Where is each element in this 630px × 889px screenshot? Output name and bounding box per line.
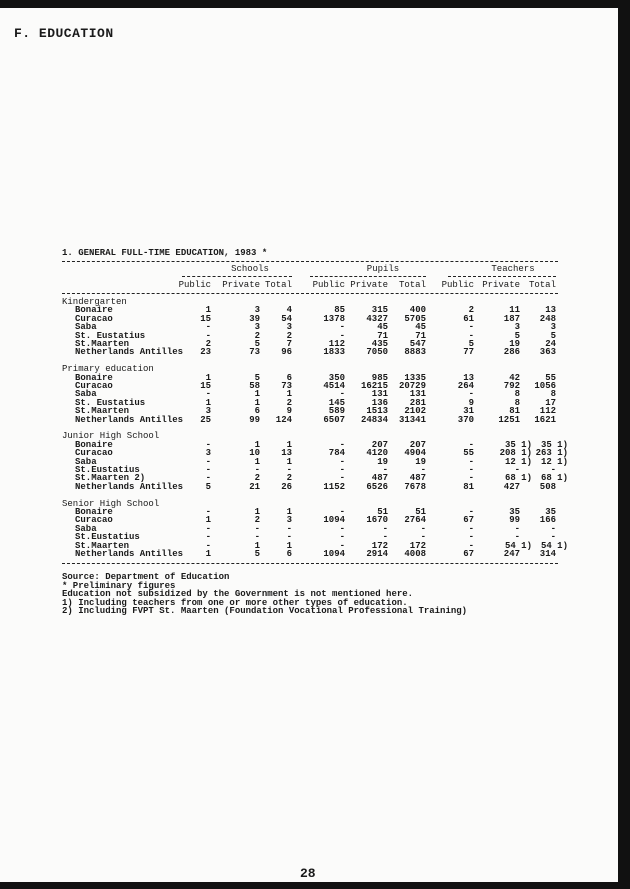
- table-cell: 12 1): [540, 456, 568, 467]
- table-cell: 24: [545, 339, 556, 349]
- table-cell: 73: [249, 347, 260, 358]
- table-cell: 3: [286, 515, 292, 526]
- table-cell: 4120: [366, 448, 388, 459]
- table-cell: -: [339, 439, 345, 450]
- table-cell: -: [205, 322, 211, 333]
- table-cell: -: [468, 532, 474, 543]
- table-cell: 2: [286, 330, 292, 341]
- row-label: Bonaire: [75, 507, 113, 517]
- column-header-private: Private: [482, 280, 520, 290]
- table-cell: 1: [205, 397, 211, 408]
- row-label: St.Maarten: [75, 406, 130, 417]
- section-heading: Junior High School: [62, 431, 160, 442]
- table-cell: 1670: [366, 515, 388, 526]
- table-cell: 281: [409, 397, 426, 408]
- row-label: Saba: [75, 456, 97, 467]
- row-label: St. Eustatius: [75, 330, 146, 341]
- table-cell: -: [339, 540, 345, 551]
- table-cell: 131: [409, 389, 426, 400]
- row-label: Curacao: [75, 515, 113, 526]
- section-title: F. EDUCATION: [14, 26, 114, 41]
- row-label: St.Maarten: [75, 540, 130, 551]
- table-cell: 99: [509, 515, 520, 526]
- table-cell: 370: [457, 414, 474, 425]
- row-label: St.Maarten 2): [75, 473, 146, 484]
- table-cell: 1335: [404, 372, 426, 383]
- table-cell: 1: [286, 540, 292, 551]
- table-cell: 207: [371, 439, 388, 450]
- table-cell: 487: [409, 473, 426, 484]
- table-cell: 51: [415, 507, 426, 517]
- table-cell: 25: [200, 414, 211, 425]
- column-header-total: Total: [264, 280, 292, 290]
- table-cell: 17: [545, 397, 556, 408]
- table-cell: 4: [286, 305, 292, 316]
- table-cell: 77: [463, 347, 474, 358]
- table-cell: 1621: [534, 414, 556, 425]
- table-cell: 3: [205, 406, 211, 417]
- table-cell: 6507: [323, 414, 345, 425]
- table-cell: 2: [286, 397, 292, 408]
- divider: [62, 563, 558, 564]
- row-label: St.Eustatius: [75, 532, 140, 543]
- table-cell: -: [550, 532, 556, 543]
- table-cell: -: [382, 532, 388, 543]
- row-label: Bonaire: [75, 439, 113, 450]
- table-cell: -: [468, 456, 474, 467]
- note-line: Education not subsidized by the Government is not mentioned here.: [62, 589, 414, 600]
- table-cell: 264: [457, 381, 474, 391]
- table-cell: 1833: [323, 347, 345, 358]
- table-cell: 112: [328, 339, 345, 349]
- table-cell: 286: [503, 347, 520, 358]
- table-cell: 435: [371, 339, 388, 349]
- table-cell: -: [339, 456, 345, 467]
- section-heading: Senior High School: [62, 498, 160, 509]
- table-cell: 31341: [398, 414, 426, 425]
- table-cell: 4904: [404, 448, 426, 459]
- table-cell: -: [550, 465, 556, 475]
- table-cell: 427: [503, 481, 520, 492]
- table-cell: 2764: [404, 515, 426, 526]
- table-cell: 207: [409, 439, 426, 450]
- table-cell: 8: [550, 389, 556, 400]
- table-cell: 1251: [498, 414, 520, 425]
- divider: [62, 293, 558, 294]
- table-cell: -: [468, 473, 474, 484]
- column-group-pupils: Pupils: [366, 264, 400, 274]
- table-cell: -: [205, 532, 211, 543]
- table-cell: 350: [328, 372, 345, 383]
- table-cell: 96: [281, 347, 292, 358]
- table-cell: 2102: [404, 406, 426, 417]
- table-cell: 20729: [398, 381, 426, 391]
- table-cell: 112: [539, 406, 556, 417]
- table-cell: 1: [254, 389, 260, 400]
- table-cell: -: [205, 540, 211, 551]
- table-cell: -: [286, 532, 292, 543]
- table-cell: 2: [254, 473, 260, 484]
- table-cell: -: [339, 465, 345, 475]
- table-cell: -: [339, 389, 345, 400]
- table-cell: -: [339, 532, 345, 543]
- divider: [182, 276, 292, 277]
- table-cell: 58: [249, 381, 260, 391]
- table-cell: 31: [463, 406, 474, 417]
- table-cell: 1: [254, 507, 260, 517]
- table-cell: 10: [249, 448, 260, 459]
- table-cell: 81: [509, 406, 520, 417]
- table-cell: 55: [463, 448, 474, 459]
- table-cell: -: [339, 507, 345, 517]
- table-cell: -: [254, 523, 260, 534]
- table-cell: 6: [286, 372, 292, 383]
- table-cell: 39: [249, 313, 260, 324]
- table-cell: 13: [545, 305, 556, 316]
- section-heading: Kindergarten: [62, 297, 127, 307]
- divider: [310, 276, 426, 277]
- table-cell: 589: [328, 406, 345, 417]
- table-cell: -: [254, 465, 260, 475]
- row-label: Saba: [75, 389, 97, 400]
- table-cell: 166: [539, 515, 556, 526]
- table-cell: -: [205, 389, 211, 400]
- column-header-private: Private: [222, 280, 260, 290]
- row-label: St.Eustatius: [75, 465, 140, 475]
- table-cell: -: [339, 473, 345, 484]
- table-cell: -: [205, 456, 211, 467]
- table-cell: -: [550, 523, 556, 534]
- column-header-public: Public: [441, 280, 474, 290]
- table-cell: -: [286, 523, 292, 534]
- table-cell: 61: [463, 313, 474, 324]
- table-title: 1. GENERAL FULL-TIME EDUCATION, 1983 *: [62, 248, 268, 258]
- table-cell: -: [514, 532, 520, 543]
- table-cell: 1094: [323, 515, 345, 526]
- row-label: Curacao: [75, 448, 113, 459]
- table-cell: 1378: [323, 313, 345, 324]
- table-cell: 6526: [366, 481, 388, 492]
- column-group-schools: Schools: [231, 264, 269, 274]
- table-cell: 487: [371, 473, 388, 484]
- table-cell: 2: [254, 330, 260, 341]
- table-cell: 7: [286, 339, 292, 349]
- table-cell: 9: [468, 397, 474, 408]
- table-cell: 3: [254, 305, 260, 316]
- table-cell: -: [205, 473, 211, 484]
- table-cell: 5: [550, 330, 556, 341]
- table-cell: 26: [281, 481, 292, 492]
- row-label: Bonaire: [75, 372, 113, 383]
- note-line: 1) Including teachers from one or more other types of education.: [62, 597, 408, 608]
- table-cell: 9: [286, 406, 292, 417]
- table-cell: 13: [281, 448, 292, 459]
- divider: [62, 261, 558, 262]
- table-cell: 1513: [366, 406, 388, 417]
- section-heading: Primary education: [62, 364, 154, 375]
- table-cell: 1: [254, 397, 260, 408]
- table-cell: 5: [254, 549, 260, 559]
- table-cell: 68 1): [540, 473, 568, 484]
- table-cell: 1: [254, 540, 260, 551]
- table-cell: 99: [249, 414, 260, 425]
- row-label: Curacao: [75, 381, 113, 391]
- table-cell: 6: [286, 549, 292, 559]
- table-cell: 5: [254, 372, 260, 383]
- table-cell: -: [468, 322, 474, 333]
- table-cell: 16215: [360, 381, 388, 391]
- row-label: Curacao: [75, 313, 113, 324]
- table-cell: 13: [463, 372, 474, 383]
- table-cell: -: [468, 389, 474, 400]
- table-cell: 131: [371, 389, 388, 400]
- table-cell: -: [468, 330, 474, 341]
- table-cell: 21: [249, 481, 260, 492]
- table-cell: 7050: [366, 347, 388, 358]
- note-line: 2) Including FVPT St. Maarten (Foundation Vocational Professional Training): [62, 606, 468, 617]
- table-cell: -: [514, 523, 520, 534]
- table-cell: 19: [415, 456, 426, 467]
- table-cell: 3: [254, 322, 260, 333]
- table-cell: 1: [254, 456, 260, 467]
- table-cell: 54 1): [540, 540, 568, 551]
- table-cell: 4008: [404, 549, 426, 559]
- table-cell: 5: [514, 330, 520, 341]
- table-cell: 792: [503, 381, 520, 391]
- table-cell: 51: [377, 507, 388, 517]
- table-cell: 1: [286, 456, 292, 467]
- table-cell: 15: [200, 381, 211, 391]
- note-line: * Preliminary figures: [62, 580, 176, 591]
- table-cell: 784: [328, 448, 345, 459]
- table-cell: 8: [514, 397, 520, 408]
- table-cell: 35 1): [504, 439, 532, 450]
- table-cell: 15: [200, 313, 211, 324]
- table-cell: 547: [409, 339, 426, 349]
- column-header-total: Total: [398, 280, 426, 290]
- table-cell: 2914: [366, 549, 388, 559]
- table-cell: 145: [328, 397, 345, 408]
- page-number: 28: [300, 866, 316, 881]
- table-cell: 12 1): [504, 456, 532, 467]
- table-cell: 4514: [323, 381, 345, 391]
- table-cell: 35: [509, 507, 520, 517]
- table-cell: 55: [545, 372, 556, 383]
- table-cell: 172: [409, 540, 426, 551]
- table-cell: 11: [509, 305, 520, 316]
- table-cell: 8: [514, 389, 520, 400]
- table-cell: -: [339, 322, 345, 333]
- table-cell: 42: [509, 372, 520, 383]
- row-label: Netherlands Antilles: [75, 347, 184, 358]
- table-cell: 3: [205, 448, 211, 459]
- table-cell: 5: [254, 339, 260, 349]
- document-page: [0, 8, 618, 882]
- table-cell: -: [205, 507, 211, 517]
- row-label: Bonaire: [75, 305, 113, 316]
- table-cell: 1: [286, 439, 292, 450]
- table-cell: -: [286, 465, 292, 475]
- row-label: Netherlands Antilles: [75, 481, 184, 492]
- table-cell: 23: [200, 347, 211, 358]
- table-cell: -: [254, 532, 260, 543]
- column-header-total: Total: [528, 280, 556, 290]
- table-cell: 6: [254, 406, 260, 417]
- table-cell: 1094: [323, 549, 345, 559]
- table-cell: -: [339, 523, 345, 534]
- table-cell: -: [420, 465, 426, 475]
- table-cell: 400: [409, 305, 426, 316]
- table-cell: 3: [286, 322, 292, 333]
- table-cell: 247: [503, 549, 520, 559]
- table-cell: 1: [286, 389, 292, 400]
- table-cell: -: [468, 523, 474, 534]
- table-cell: 263 1): [535, 448, 568, 459]
- table-cell: 35 1): [540, 439, 568, 450]
- table-cell: 5: [205, 481, 211, 492]
- table-cell: 8883: [404, 347, 426, 358]
- table-cell: 4327: [366, 313, 388, 324]
- table-cell: 248: [539, 313, 556, 324]
- table-cell: -: [468, 540, 474, 551]
- row-label: Saba: [75, 523, 97, 534]
- row-label: St. Eustatius: [75, 397, 146, 408]
- table-cell: -: [420, 523, 426, 534]
- table-cell: 2: [254, 515, 260, 526]
- table-cell: 1: [205, 515, 211, 526]
- table-cell: 1: [286, 507, 292, 517]
- table-cell: 19: [509, 339, 520, 349]
- table-cell: 24834: [360, 414, 388, 425]
- table-cell: -: [382, 523, 388, 534]
- table-cell: 187: [503, 313, 520, 324]
- table-cell: -: [468, 507, 474, 517]
- table-cell: 1: [254, 439, 260, 450]
- row-label: St.Maarten: [75, 339, 130, 349]
- note-line: Source: Department of Education: [62, 572, 230, 582]
- table-cell: 5705: [404, 313, 426, 324]
- table-cell: 508: [539, 481, 556, 492]
- table-cell: 136: [371, 397, 388, 408]
- table-cell: -: [468, 465, 474, 475]
- table-cell: 45: [415, 322, 426, 333]
- column-group-teachers: Teachers: [491, 264, 535, 274]
- table-cell: 71: [377, 330, 388, 341]
- table-cell: -: [205, 465, 211, 475]
- table-cell: 2: [205, 339, 211, 349]
- table-cell: -: [205, 439, 211, 450]
- table-cell: 1: [205, 549, 211, 559]
- table-cell: -: [514, 465, 520, 475]
- table-cell: 363: [539, 347, 556, 358]
- column-header-public: Public: [312, 280, 345, 290]
- table-cell: -: [468, 439, 474, 450]
- table-cell: 85: [334, 305, 345, 316]
- table-cell: 5: [468, 339, 474, 349]
- table-cell: 68 1): [504, 473, 532, 484]
- column-header-private: Private: [350, 280, 388, 290]
- table-cell: -: [339, 330, 345, 341]
- table-cell: -: [205, 523, 211, 534]
- table-cell: 314: [539, 549, 556, 559]
- table-cell: 67: [463, 515, 474, 526]
- table-cell: 1056: [534, 381, 556, 391]
- table-cell: 2: [286, 473, 292, 484]
- table-cell: 315: [371, 305, 388, 316]
- table-cell: -: [205, 330, 211, 341]
- column-header-public: Public: [178, 280, 211, 290]
- row-label: Saba: [75, 322, 97, 333]
- row-label: Netherlands Antilles: [75, 549, 184, 559]
- table-cell: 1: [205, 305, 211, 316]
- table-cell: 2: [468, 305, 474, 316]
- table-cell: 3: [550, 322, 556, 333]
- table-cell: 172: [371, 540, 388, 551]
- table-cell: 208 1): [499, 448, 532, 459]
- table-cell: 985: [371, 372, 388, 383]
- table-cell: 1: [205, 372, 211, 383]
- table-cell: 19: [377, 456, 388, 467]
- table-cell: 81: [463, 481, 474, 492]
- table-cell: 1152: [323, 481, 345, 492]
- table-cell: -: [420, 532, 426, 543]
- table-cell: 124: [275, 414, 292, 425]
- table-cell: 54 1): [504, 540, 532, 551]
- table-cell: 3: [514, 322, 520, 333]
- table-cell: 7678: [404, 481, 426, 492]
- row-label: Netherlands Antilles: [75, 414, 184, 425]
- table-cell: 67: [463, 549, 474, 559]
- table-cell: 73: [281, 381, 292, 391]
- table-cell: 54: [281, 313, 292, 324]
- table-cell: -: [382, 465, 388, 475]
- table-cell: 71: [415, 330, 426, 341]
- table-cell: 45: [377, 322, 388, 333]
- table-cell: 35: [545, 507, 556, 517]
- divider: [448, 276, 556, 277]
